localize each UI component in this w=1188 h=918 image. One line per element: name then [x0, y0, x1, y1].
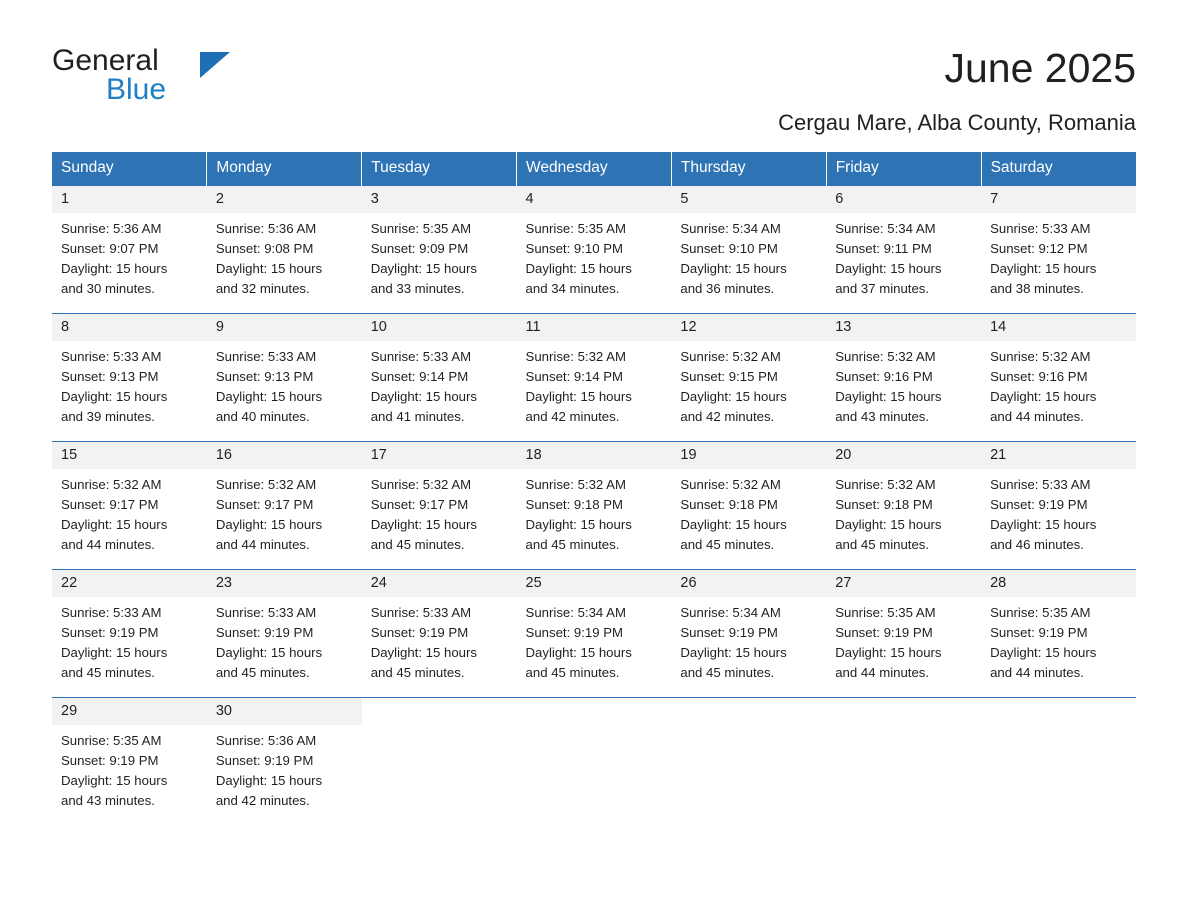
day-number: 19 [671, 442, 826, 469]
day-number: 14 [981, 314, 1136, 341]
weekday-header-friday: Friday [826, 152, 981, 186]
day-number: 26 [671, 570, 826, 597]
daylight-text-line2: and 44 minutes. [835, 665, 930, 680]
day-number: 30 [207, 698, 362, 725]
day-info [671, 341, 826, 427]
daylight-text-line2: and 45 minutes. [215, 665, 310, 680]
title-block [252, 44, 1136, 136]
day-info [826, 341, 981, 427]
sunrise-text: Sunrise: 5:35 AM [835, 605, 936, 620]
day-cell [981, 442, 1136, 556]
day-info [362, 213, 517, 299]
week-spacer [52, 299, 1136, 314]
daylight-text-line1: Daylight: 15 hours [835, 645, 942, 660]
sunrise-text: Sunrise: 5:35 AM [990, 605, 1091, 620]
day-cell [362, 442, 517, 556]
day-info [517, 469, 672, 555]
daylight-text-line1: Daylight: 15 hours [990, 645, 1097, 660]
sunset-text: Sunset: 9:19 PM [990, 497, 1088, 512]
sunset-text: Sunset: 9:19 PM [835, 625, 933, 640]
daylight-text-line1: Daylight: 15 hours [990, 261, 1097, 276]
sunrise-text: Sunrise: 5:34 AM [525, 605, 626, 620]
calendar-week-row [52, 698, 1136, 812]
daylight-text-line1: Daylight: 15 hours [215, 517, 323, 532]
day-info [981, 469, 1136, 555]
day-number: 5 [671, 186, 826, 213]
daylight-text-line1: Daylight: 15 hours [525, 389, 632, 404]
weekday-header-saturday: Saturday [981, 152, 1136, 186]
sunset-text: Sunset: 9:16 PM [835, 369, 933, 384]
day-info [826, 213, 981, 299]
daylight-text-line1: Daylight: 15 hours [370, 645, 477, 660]
calendar-week-row [52, 186, 1136, 300]
daylight-text-line2: and 45 minutes. [680, 537, 775, 552]
sunset-text: Sunset: 9:17 PM [370, 497, 469, 512]
day-cell [826, 186, 981, 300]
sunrise-text: Sunrise: 5:33 AM [370, 349, 472, 364]
sunset-text: Sunset: 9:11 PM [835, 241, 932, 256]
sunrise-text: Sunrise: 5:33 AM [215, 605, 317, 620]
day-info [826, 597, 981, 683]
sunrise-text: Sunrise: 5:32 AM [835, 349, 936, 364]
day-cell [207, 570, 362, 684]
day-info [52, 341, 207, 427]
day-number [362, 698, 517, 709]
day-number [981, 698, 1136, 709]
sunset-text: Sunset: 9:14 PM [525, 369, 624, 384]
day-number: 28 [981, 570, 1136, 597]
sunrise-text: Sunrise: 5:34 AM [835, 221, 936, 236]
sunset-text: Sunset: 9:13 PM [61, 369, 159, 384]
day-cell [671, 570, 826, 684]
daylight-text-line1: Daylight: 15 hours [525, 645, 632, 660]
sunrise-text: Sunrise: 5:33 AM [990, 221, 1091, 236]
day-info [207, 341, 362, 427]
day-info [207, 725, 362, 811]
day-cell-empty [517, 698, 672, 812]
day-info [362, 469, 517, 555]
sunset-text: Sunset: 9:10 PM [525, 241, 624, 256]
day-info [362, 597, 517, 683]
sunrise-text: Sunrise: 5:34 AM [680, 221, 781, 236]
daylight-text-line1: Daylight: 15 hours [990, 389, 1097, 404]
sunset-text: Sunset: 9:18 PM [835, 497, 933, 512]
day-cell [826, 442, 981, 556]
logo-triangle-icon [200, 52, 230, 78]
daylight-text-line2: and 37 minutes. [835, 281, 930, 296]
daylight-text-line1: Daylight: 15 hours [370, 517, 477, 532]
daylight-text-line1: Daylight: 15 hours [680, 517, 787, 532]
day-number: 10 [362, 314, 517, 341]
day-number: 24 [362, 570, 517, 597]
day-number: 25 [517, 570, 672, 597]
day-number: 12 [671, 314, 826, 341]
day-info [517, 213, 672, 299]
day-info [362, 341, 517, 427]
daylight-text-line2: and 40 minutes. [215, 409, 310, 424]
daylight-text-line1: Daylight: 15 hours [61, 389, 168, 404]
daylight-text-line1: Daylight: 15 hours [215, 773, 323, 788]
day-number [517, 698, 672, 709]
day-info [207, 469, 362, 555]
day-cell [981, 314, 1136, 428]
day-number: 2 [207, 186, 362, 213]
day-info [207, 213, 362, 299]
day-cell [671, 314, 826, 428]
sunset-text: Sunset: 9:14 PM [370, 369, 469, 384]
sunrise-sunset-calendar [52, 152, 1136, 811]
sunrise-text: Sunrise: 5:32 AM [215, 477, 317, 492]
day-cell [517, 570, 672, 684]
sunset-text: Sunset: 9:08 PM [215, 241, 314, 256]
location-subtitle: Cergau Mare, Alba County, Romania [778, 110, 1136, 135]
sunset-text: Sunset: 9:16 PM [990, 369, 1088, 384]
sunrise-text: Sunrise: 5:36 AM [215, 733, 317, 748]
day-number: 13 [826, 314, 981, 341]
daylight-text-line2: and 44 minutes. [990, 665, 1084, 680]
day-cell [826, 314, 981, 428]
sunset-text: Sunset: 9:19 PM [215, 625, 314, 640]
day-number: 7 [981, 186, 1136, 213]
sunrise-text: Sunrise: 5:32 AM [835, 477, 936, 492]
sunrise-text: Sunrise: 5:32 AM [525, 349, 626, 364]
page-header [52, 0, 1136, 135]
sunrise-text: Sunrise: 5:33 AM [370, 605, 472, 620]
sunrise-text: Sunrise: 5:35 AM [370, 221, 472, 236]
daylight-text-line1: Daylight: 15 hours [990, 517, 1097, 532]
sunrise-text: Sunrise: 5:33 AM [990, 477, 1091, 492]
logo-text-general: General [52, 44, 159, 77]
day-info [671, 469, 826, 555]
day-cell [52, 442, 207, 556]
day-cell [207, 186, 362, 300]
day-info [52, 725, 207, 811]
daylight-text-line2: and 33 minutes. [370, 281, 465, 296]
daylight-text-line2: and 45 minutes. [370, 665, 465, 680]
day-cell-empty [362, 698, 517, 812]
daylight-text-line1: Daylight: 15 hours [680, 261, 787, 276]
daylight-text-line2: and 45 minutes. [370, 537, 465, 552]
day-number: 27 [826, 570, 981, 597]
sunset-text: Sunset: 9:19 PM [990, 625, 1088, 640]
daylight-text-line2: and 45 minutes. [680, 665, 775, 680]
sunrise-text: Sunrise: 5:32 AM [525, 477, 626, 492]
day-number: 17 [362, 442, 517, 469]
day-number [671, 698, 826, 709]
day-number: 29 [52, 698, 207, 725]
daylight-text-line1: Daylight: 15 hours [525, 517, 632, 532]
day-info [671, 213, 826, 299]
day-cell [207, 442, 362, 556]
generalblue-logo [52, 44, 252, 112]
day-cell-empty [671, 698, 826, 812]
day-number: 23 [207, 570, 362, 597]
daylight-text-line2: and 30 minutes. [61, 281, 155, 296]
weekday-header-thursday: Thursday [671, 152, 826, 186]
sunrise-text: Sunrise: 5:34 AM [680, 605, 781, 620]
day-info [981, 213, 1136, 299]
daylight-text-line2: and 39 minutes. [61, 409, 155, 424]
calendar-week-row [52, 314, 1136, 428]
weekday-header-sunday: Sunday [52, 152, 207, 186]
daylight-text-line1: Daylight: 15 hours [61, 773, 168, 788]
weekday-header-wednesday: Wednesday [517, 152, 672, 186]
daylight-text-line2: and 45 minutes. [61, 665, 155, 680]
sunrise-text: Sunrise: 5:36 AM [61, 221, 162, 236]
sunrise-text: Sunrise: 5:32 AM [680, 477, 781, 492]
sunset-text: Sunset: 9:12 PM [990, 241, 1088, 256]
sunrise-text: Sunrise: 5:32 AM [680, 349, 781, 364]
daylight-text-line2: and 38 minutes. [990, 281, 1084, 296]
day-number: 9 [207, 314, 362, 341]
sunset-text: Sunset: 9:19 PM [525, 625, 624, 640]
spacer-cell [52, 683, 1136, 698]
day-cell [362, 186, 517, 300]
daylight-text-line2: and 44 minutes. [990, 409, 1084, 424]
spacer-cell [52, 427, 1136, 442]
daylight-text-line2: and 36 minutes. [680, 281, 775, 296]
daylight-text-line2: and 45 minutes. [525, 537, 620, 552]
daylight-text-line2: and 32 minutes. [215, 281, 310, 296]
day-cell [362, 314, 517, 428]
sunset-text: Sunset: 9:19 PM [680, 625, 778, 640]
weekday-header-row [52, 152, 1136, 186]
sunset-text: Sunset: 9:13 PM [215, 369, 314, 384]
daylight-text-line2: and 34 minutes. [525, 281, 620, 296]
sunrise-text: Sunrise: 5:33 AM [61, 605, 162, 620]
sunset-text: Sunset: 9:19 PM [61, 753, 159, 768]
day-info [52, 597, 207, 683]
sunset-text: Sunset: 9:15 PM [680, 369, 778, 384]
sunset-text: Sunset: 9:18 PM [525, 497, 624, 512]
sunrise-text: Sunrise: 5:36 AM [215, 221, 317, 236]
weekday-header-tuesday: Tuesday [362, 152, 517, 186]
sunrise-text: Sunrise: 5:33 AM [61, 349, 162, 364]
day-cell [671, 442, 826, 556]
daylight-text-line1: Daylight: 15 hours [370, 389, 477, 404]
sunset-text: Sunset: 9:07 PM [61, 241, 159, 256]
daylight-text-line1: Daylight: 15 hours [370, 261, 477, 276]
day-cell [207, 698, 362, 812]
day-number: 22 [52, 570, 207, 597]
daylight-text-line1: Daylight: 15 hours [215, 389, 323, 404]
day-info [671, 597, 826, 683]
logo-text-blue: Blue [106, 73, 167, 106]
sunrise-text: Sunrise: 5:32 AM [990, 349, 1091, 364]
daylight-text-line1: Daylight: 15 hours [215, 261, 323, 276]
day-cell-empty [826, 698, 981, 812]
day-cell [671, 186, 826, 300]
sunrise-text: Sunrise: 5:32 AM [61, 477, 162, 492]
daylight-text-line1: Daylight: 15 hours [835, 389, 942, 404]
day-number: 1 [52, 186, 207, 213]
spacer-cell [52, 299, 1136, 314]
daylight-text-line2: and 43 minutes. [835, 409, 930, 424]
daylight-text-line1: Daylight: 15 hours [680, 645, 787, 660]
day-info [207, 597, 362, 683]
day-cell [362, 570, 517, 684]
day-cell [826, 570, 981, 684]
weekday-header-monday: Monday [207, 152, 362, 186]
daylight-text-line1: Daylight: 15 hours [835, 261, 942, 276]
day-info [52, 213, 207, 299]
daylight-text-line1: Daylight: 15 hours [61, 261, 168, 276]
day-cell [52, 698, 207, 812]
day-info [517, 597, 672, 683]
day-number: 8 [52, 314, 207, 341]
sunrise-text: Sunrise: 5:35 AM [61, 733, 162, 748]
daylight-text-line2: and 42 minutes. [525, 409, 620, 424]
day-number: 3 [362, 186, 517, 213]
day-info [981, 597, 1136, 683]
sunset-text: Sunset: 9:19 PM [215, 753, 314, 768]
day-number: 18 [517, 442, 672, 469]
sunset-text: Sunset: 9:18 PM [680, 497, 778, 512]
day-number: 15 [52, 442, 207, 469]
sunset-text: Sunset: 9:19 PM [61, 625, 159, 640]
calendar-week-row [52, 570, 1136, 684]
daylight-text-line2: and 42 minutes. [680, 409, 775, 424]
daylight-text-line2: and 41 minutes. [370, 409, 465, 424]
sunrise-text: Sunrise: 5:33 AM [215, 349, 317, 364]
day-cell [517, 442, 672, 556]
daylight-text-line2: and 42 minutes. [215, 793, 310, 808]
day-info [52, 469, 207, 555]
sunset-text: Sunset: 9:09 PM [370, 241, 469, 256]
sunset-text: Sunset: 9:10 PM [680, 241, 778, 256]
day-cell [207, 314, 362, 428]
day-info [826, 469, 981, 555]
daylight-text-line2: and 44 minutes. [215, 537, 310, 552]
day-cell [981, 570, 1136, 684]
daylight-text-line1: Daylight: 15 hours [61, 517, 168, 532]
day-number: 6 [826, 186, 981, 213]
daylight-text-line2: and 43 minutes. [61, 793, 155, 808]
day-number: 21 [981, 442, 1136, 469]
day-cell [52, 186, 207, 300]
day-number: 20 [826, 442, 981, 469]
daylight-text-line2: and 44 minutes. [61, 537, 155, 552]
week-spacer [52, 555, 1136, 570]
daylight-text-line1: Daylight: 15 hours [680, 389, 787, 404]
spacer-cell [52, 555, 1136, 570]
sunrise-text: Sunrise: 5:35 AM [525, 221, 626, 236]
sunset-text: Sunset: 9:19 PM [370, 625, 469, 640]
week-spacer [52, 683, 1136, 698]
day-number [826, 698, 981, 709]
day-cell-empty [981, 698, 1136, 812]
day-cell [52, 570, 207, 684]
day-cell [517, 314, 672, 428]
calendar-week-row [52, 442, 1136, 556]
sunset-text: Sunset: 9:17 PM [215, 497, 314, 512]
day-number: 4 [517, 186, 672, 213]
week-spacer [52, 427, 1136, 442]
daylight-text-line1: Daylight: 15 hours [525, 261, 632, 276]
day-info [517, 341, 672, 427]
sunset-text: Sunset: 9:17 PM [61, 497, 159, 512]
day-number: 16 [207, 442, 362, 469]
day-cell [981, 186, 1136, 300]
daylight-text-line1: Daylight: 15 hours [215, 645, 323, 660]
daylight-text-line2: and 45 minutes. [835, 537, 930, 552]
daylight-text-line1: Daylight: 15 hours [61, 645, 168, 660]
day-number: 11 [517, 314, 672, 341]
sunrise-text: Sunrise: 5:32 AM [370, 477, 472, 492]
day-info [981, 341, 1136, 427]
page-title: June 2025 [944, 45, 1136, 91]
daylight-text-line1: Daylight: 15 hours [835, 517, 942, 532]
day-cell [517, 186, 672, 300]
daylight-text-line2: and 46 minutes. [990, 537, 1084, 552]
day-cell [52, 314, 207, 428]
daylight-text-line2: and 45 minutes. [525, 665, 620, 680]
